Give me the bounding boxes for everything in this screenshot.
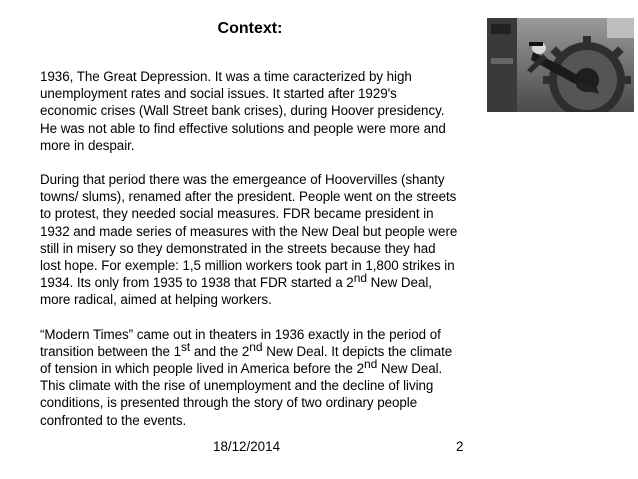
text-line: 1936, The Great Depression. It was a time caracterized by high [40, 69, 412, 84]
text-segment: transition between the 1 [40, 343, 181, 359]
text-line: This climate with the rise of unemployment and the decline of living [40, 378, 434, 394]
text-line: lost hope. For exemple: 1,5 million workers took part in 1,800 strikes in [40, 258, 455, 274]
paragraph-context-depression [40, 68, 500, 154]
slide-title: Context: [217, 20, 283, 37]
text-segment: and the 2 [190, 343, 250, 359]
ordinal-superscript: nd [249, 339, 263, 354]
text-line: conditions, is presented through the story of two ordinary people [40, 395, 418, 411]
ordinal-superscript: st [180, 339, 191, 354]
text-line: towns/ slums), renamed after the president. People went on the streets [40, 189, 457, 205]
text-line: to protest, they needed social measures. FDR became president in [40, 206, 434, 222]
text-line: He was not able to find effective solutions and people were more and [40, 120, 446, 136]
text-segment: of tension in which people lived in America before the 2 [40, 361, 364, 377]
text-segment: New Deal, [366, 275, 432, 291]
footer-date: 18/12/2014 [213, 439, 281, 454]
text-line: 1932 and made series of measures with the New Deal but people were [40, 223, 458, 239]
text-line: unemployment rates and social issues. It started after 1929's [40, 86, 397, 102]
page-number: 2 [456, 439, 464, 454]
paragraph-hoovervilles-new-deal [40, 171, 500, 309]
text-line: “Modern Times” came out in theaters in 1936 exactly in the period of [40, 326, 441, 342]
text-line [40, 339, 500, 360]
text-line: During that period there was the emergeance of Hoovervilles (shanty [40, 172, 445, 188]
text-line: still in misery so they demonstrated in the streets because they had [40, 240, 436, 256]
text-line [40, 271, 500, 291]
film-still-illustration [487, 18, 634, 112]
paragraph-modern-times [40, 326, 500, 429]
text-line: more in despair. [40, 137, 135, 153]
text-segment: New Deal. [377, 361, 443, 377]
text-line: confronted to the events. [40, 412, 187, 428]
ordinal-superscript: nd [363, 357, 378, 372]
text-segment: 1934. Its only from 1935 to 1938 that FDR started a 2 [40, 275, 354, 291]
film-still-image [487, 18, 634, 112]
text-segment: New Deal. It depicts the climate [262, 343, 453, 359]
ordinal-superscript: nd [353, 271, 367, 286]
text-line: more radical, aimed at helping workers. [40, 292, 272, 308]
body-text [40, 68, 500, 446]
text-line: economic crises (Wall Street bank crises), during Hoover presidency. [40, 103, 445, 119]
text-line [40, 357, 500, 377]
